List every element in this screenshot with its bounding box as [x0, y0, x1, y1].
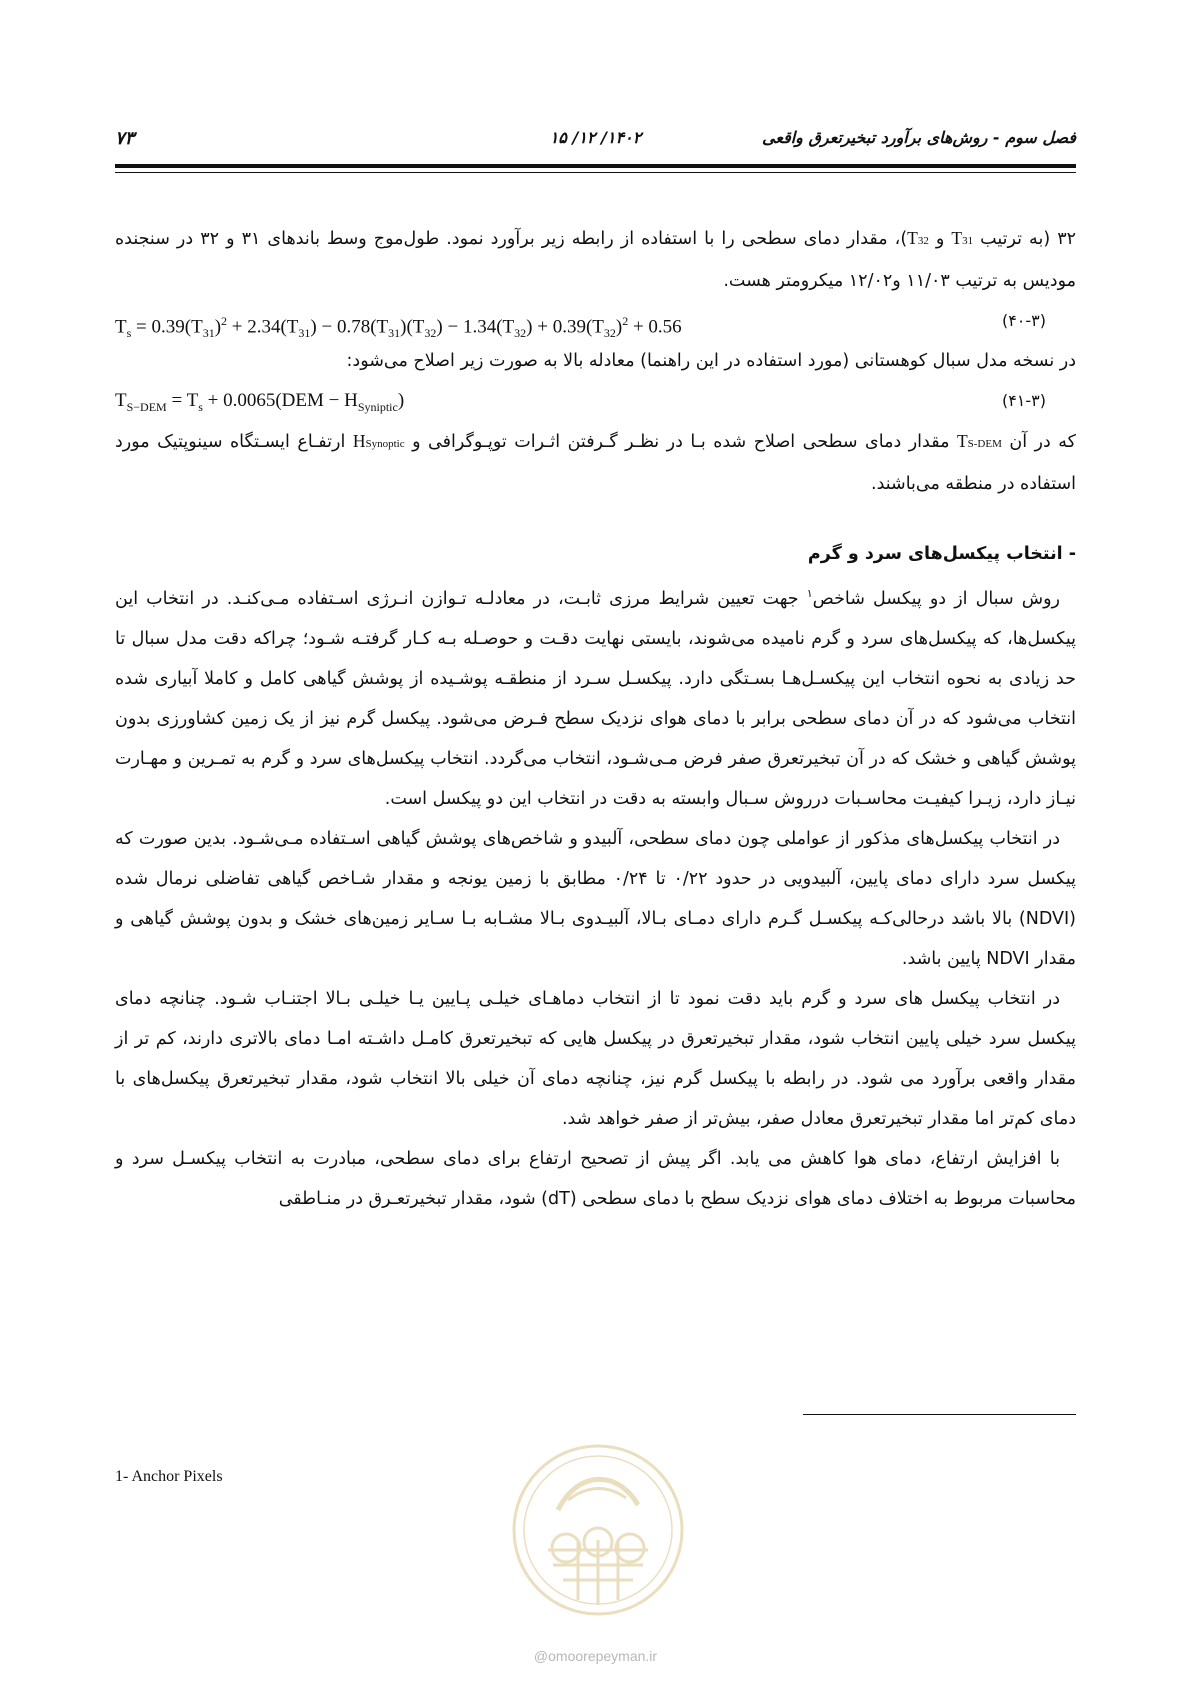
chapter-title: فصل سوم - روش‌های برآورد تبخیرتعرق واقعی	[762, 128, 1076, 147]
page-header	[115, 128, 1076, 158]
section-heading: - انتخاب پیکسل‌های سرد و گرم	[807, 544, 1076, 564]
header-rule-thick	[115, 164, 1076, 168]
equation-formula: $T_{S-DEM} = T_s + 0.0065(DEM - H_{Syniptic})$	[115, 390, 405, 414]
paragraph-elevation-correction: با افزایش ارتفاع، دمای هوا کاهش می یابد. اگر پیش از تصحیح ارتفاع برای دمای سطحی، مبادرت به انتخاب پیکسـل سرد و محاسبات مربوط به اختلاف دمای هوای نزدیک سطح با دمای سطحی (dT) شود، مقدار تبخیرتعـرق در منـاطقی	[115, 1148, 1076, 1209]
paragraph-mountain-model: در نسخه مدل سبال کوهستانی (مورد استفاده در این راهنما) معادله بالا به صورت زیر اصلاح می‌شود:	[346, 351, 1076, 371]
paragraph-variable-definitions: که در آن TS-DEM مقدار دمای سطحی اصلاح شده بـا در نظـر گـرفتن اثـرات توپـوگرافی و HSynoptic ارتفـاع ایسـتگاه سینوپتیک مورد استفاده در منطقه می‌باشند.	[115, 431, 1077, 494]
watermark-logo	[508, 1440, 688, 1620]
page-body	[115, 218, 1076, 1219]
footnote-ref: ۱	[806, 587, 813, 600]
page-number: ۷۳	[115, 128, 135, 149]
paragraph-anchor-pixels: روش سبال از دو پیکسل شاخص$^۱$ جهت تعیین شرایط مرزی ثابـت، در معادلـه تـوازن انـرژی اسـتفاده مـی‌کنـد. در انتخاب این پیکسل‌ها، که پیکسل‌های سرد و گرم نامیده می‌شوند، بایستی نهایت دقـت و حوصـله بـه کـار گرفتـه شـود؛ چراکه دقت مدل سبال تا حد زیادی به نحوه انتخاب این پیکسـل‌هـا بسـتگی دارد. پیکسـل سـرد از منطقـه پوشـیده از پوشش گیاهی کامل و کاملا آبیاری شده انتخاب می‌شود که در آن دمای سطحی برابر با دمای هوای نزدیک سطح فـرض می‌شود. پیکسل گرم نیز از یک زمین کشاورزی بدون پوشش گیاهی و خشک که در آن تبخیرتعرق صفر فرض مـی‌شـود، انتخاب می‌گردد. انتخاب پیکسل‌های سرد و گرم به تمـرین و مهـارت نیـاز دارد، زیـرا کیفیـت محاسـبات درروش سـبال وابسته به دقت در انتخاب این دو پیکسل است.	[115, 587, 1076, 809]
header-date: ۱۴۰۲/ ۱۲/ ۱۵	[549, 128, 642, 147]
footnote: 1- Anchor Pixels	[115, 1468, 223, 1485]
equation-number: (۴۰-۳)	[1001, 311, 1046, 330]
header-rule-thin	[115, 172, 1076, 173]
equation-40-3	[115, 301, 1076, 341]
paragraph-selection-criteria: در انتخاب پیکسل‌های مذکور از عواملی چون دمای سطحی، آلبیدو و شاخص‌های پوشش گیاهی اسـتفاده مـی‌شـود. بدین صورت که پیکسل سرد دارای دمای پایین، آلبیدویی در حدود ۰/۲۲ تا ۰/۲۴ مطابق با زمین یونجه و مقدار شـاخص گیاهی تفاضلی نرمال شده (NDVI) بالا باشد درحالی‌کـه پیکسـل گـرم دارای دمـای بـالا، آلبیـدوی بـالا مشـابه بـا سـایر زمین‌های خشک و بدون پوشش گیاهی و مقدار NDVI پایین باشد.	[115, 828, 1076, 969]
equation-formula: $T_s = 0.39(T_{31})^2 + 2.34(T_{31}) - 0.78(T_{31})(T_{32}) - 1.34(T_{32}) + 0.39(T_{32})^2 + 0.56$	[115, 314, 682, 341]
paragraph-band-wavelengths: ۳۲ (به ترتیب T31 و T32)، مقدار دمای سطحی را با استفاده از رابطه زیر برآورد نمود. طول‌موج وسط باندهای ۳۱ و ۳۲ در سنجنده مودیس به ترتیب ۱۱/۰۳ و۱۲/۰۲ میکرومتر هست.	[115, 228, 1076, 291]
footnote-rule	[803, 1414, 1076, 1415]
paragraph-extreme-temperatures: در انتخاب پیکسل های سرد و گرم باید دقت نمود تا از انتخاب دماهـای خیلـی پـایین یـا خیلـی بـالا اجتنـاب شـود. چنانچه دمای پیکسل سرد خیلی پایین انتخاب شود، مقدار تبخیرتعرق در پیکسل هایی که تبخیرتعرق کامـل داشـته امـا دمای بالاتری دارند، کم تر از مقدار واقعی برآورد می شود. در رابطه با پیکسل گرم نیز، چنانچه دمای آن خیلی بالا انتخاب شود، مقدار تبخیرتعرق پیکسل‌های با دمای کم‌تر اما مقدار تبخیرتعرق معادل صفر، بیش‌تر از صفر خواهد شد.	[115, 988, 1076, 1129]
equation-41-3	[115, 381, 1076, 421]
watermark-url: @omoorepeyman.ir	[533, 1648, 658, 1664]
equation-number: (۴۱-۳)	[1001, 391, 1046, 410]
